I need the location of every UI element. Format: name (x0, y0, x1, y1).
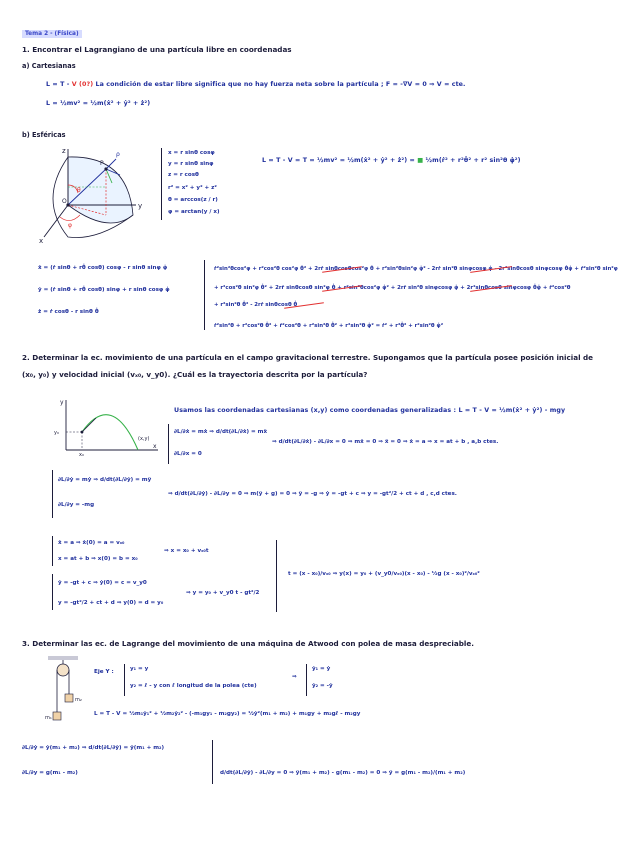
potential-crossed: V (0?) (71, 81, 94, 88)
section-1a-line1: L = T - V (0?) La condición de estar libre significa que no hay fuerza neta sobre la partícula ; F = -∇V = 0 ⇒ V = cte. (46, 81, 466, 88)
fig-phi-label: φ (68, 222, 72, 229)
atwood-implies: ⇒ (292, 674, 297, 680)
px-line2: ∂L/∂x = 0 (174, 451, 202, 457)
projectile-figure (54, 398, 160, 458)
topic-tag: Tema 2 - (Física) (22, 30, 82, 38)
py-line1: ∂L/∂ẏ = mẏ ⇒ d/dt(∂L/∂ẏ) = mÿ (58, 477, 152, 483)
fig-x-label: x (39, 237, 44, 245)
brace-spherical (161, 148, 162, 220)
atwood-lagrangian: L = T - V = ½m₁ẏ₁² + ½m₂ẏ₂² - (-m₁gy₁ - m₂gy₂) = ½ẏ²(m₁ + m₂) + m₁gy + m₂gℓ - m₂gy (94, 711, 361, 717)
brace-ic-y (52, 574, 53, 610)
proj-y-label: y (60, 399, 64, 406)
divider-expand (204, 260, 205, 330)
fig-rho-label: ρ (116, 151, 120, 158)
brace-ic-x (52, 536, 53, 566)
vel-y: ẏ = (ṙ sinθ + rθ̇ cosθ) sinφ + r sinθ cosφ φ̇ (38, 287, 170, 293)
ic-x-result: ⇒ x = x₀ + vₓ₀t (164, 548, 209, 554)
section-1b-label: b) Esféricas (22, 131, 66, 139)
divider-trajectory (276, 540, 277, 612)
proj-x-label: x (153, 443, 157, 450)
py-result: ⇒ d/dt(∂L/∂ẏ) - ∂L/∂y = 0 ⇒ m(ÿ + g) = 0 ⇒ ÿ = -g ⇒ ẏ = -gt + c ⇒ y = -gt²/2 + ct + d , c,d ctes. (168, 491, 457, 497)
spherical-coordinates-figure (38, 145, 148, 245)
brace-atwood-coords (124, 664, 125, 696)
atwood-y2-dot: ẏ₂ = -ẏ (312, 683, 333, 689)
atwood-deriv2: ∂L/∂y = g(m₁ - m₂) (22, 770, 78, 776)
vel-x: ẋ = (ṙ sinθ + rθ̇ cosθ) cosφ - r sinθ sinφ φ̇ (38, 265, 168, 271)
atwood-m1-label: m₁ (45, 715, 52, 721)
atwood-y1: y₁ = y (130, 666, 149, 672)
section-1-title: 1. Encontrar el Lagrangiano de una partícula libre en coordenadas (22, 45, 292, 54)
proj-x0-label: x₀ (79, 452, 84, 458)
sys1-z: z = r cosθ (168, 172, 199, 178)
section-2-intro: Usamos las coordenadas cartesianas (x,y) como coordenadas generalizadas : L = T - V = ½m(ẋ² + ẏ²) - mgy (174, 407, 566, 414)
section-2-title-cont: (x₀, y₀) y velocidad inicial (vₓ₀, v_y0). ¿Cuál es la trayectoria descrita por la partícula? (22, 370, 368, 379)
fig-y-label: y (138, 202, 143, 210)
sys2-phi: φ = arctan(y / x) (168, 209, 220, 215)
section-3-title: 3. Determinar las ec. de Lagrange del movimiento de una máquina de Atwood con polea de masa despreciable. (22, 639, 474, 648)
fig-p-label: P (100, 160, 104, 167)
sys2-theta: θ = arccos(z / r) (168, 197, 218, 203)
fig-z-label: z (62, 147, 66, 155)
brace-atwood-derivs (306, 664, 307, 696)
py-line2: ∂L/∂y = -mg (58, 502, 95, 508)
sys1-x: x = r sinθ cosφ (168, 150, 215, 156)
expand-line1: ṙ²sin²θcos²φ + r²cos²θ cos²φ θ̇² + 2rṙ sinθcosθcos²φ θ̇ + r²sin²θsin²φ φ̇² - 2rṙ sin²θ sinφcosφ φ̇ - 2r²sinθcosθ sinφcosφ θ̇φ̇ + ṙ²sin²θ sin²φ (214, 266, 618, 272)
expand-line4: ṙ²sin²θ + r²cos²θ θ̇² + ṙ²cos²θ + r²sin²θ θ̇² + r²sin²θ φ̇² = ṙ² + r²θ̇² + r²sin²θ φ̇² (214, 323, 444, 329)
atwood-machine-figure (44, 656, 84, 722)
ic-line4: y = -gt²/2 + ct + d ⇒ y(0) = d = y₀ (58, 600, 164, 606)
section-1a-line2: L = ½mv² = ½m(ẋ² + ẏ² + ż²) (46, 100, 151, 107)
atwood-m2-label: m₂ (75, 697, 82, 703)
expand-line3: + r²sin²θ θ̇² - 2rṙ sinθcosθ θ̇ (214, 302, 298, 308)
brace-py (52, 470, 53, 518)
atwood-y1-dot: ẏ₁ = ẏ (312, 666, 331, 672)
proj-point-label: (x,y) (138, 436, 150, 442)
atwood-result: d/dt(∂L/∂ẏ) - ∂L/∂y = 0 ⇒ ÿ(m₁ + m₂) - g(m₁ - m₂) = 0 ⇒ ÿ = g(m₁ - m₂)/(m₁ + m₂) (220, 770, 466, 776)
ic-line3: ẏ = -gt + c ⇒ ẏ(0) = c = v_y0 (58, 580, 147, 586)
expand-line2: + r²cos²θ sin²φ θ̇² + 2rṙ sinθcosθ sin²φ θ̇ + r²sin²θcos²φ φ̇² + 2rṙ sin²θ sinφcosφ φ̇ + 2r²sinθcosθ sinφcosφ θ̇φ̇ + ṙ²cos²θ (214, 285, 571, 291)
atwood-axis-label: Eje Y : (94, 669, 114, 675)
lagrangian-spherical: L = T - V = T = ½mv² = ½m(ẋ² + ẏ² + ż²) = ■ ½m(ṙ² + r²θ̇² + r² sin²θ φ̇²) (262, 157, 521, 164)
fig-o-label: O (62, 198, 67, 205)
ic-y-result: ⇒ y = y₀ + v_y0 t - gt²/2 (186, 590, 260, 596)
vel-z: ż = ṙ cosθ - r sinθ θ̇ (38, 309, 99, 315)
sys2-r: r² = x² + y² + z² (168, 185, 217, 191)
ic-line1: ẋ = a ⇒ ẋ(0) = a = vₓ₀ (58, 540, 125, 546)
proj-y0-label: y₀ (54, 430, 59, 436)
section-1a-label: a) Cartesianas (22, 62, 76, 70)
px-result: ⇒ d/dt(∂L/∂ẋ) - ∂L/∂x = 0 ⇒ mẍ = 0 ⇒ ẍ = 0 ⇒ ẋ = a ⇒ x = at + b , a,b ctes. (272, 439, 499, 445)
divider-atwood (212, 740, 213, 784)
ic-line2: x = at + b ⇒ x(0) = b = x₀ (58, 556, 138, 562)
section-2-title: 2. Determinar la ec. movimiento de una partícula en el campo gravitacional terrestre. Supongamos que la partícula posee posición inicial de (22, 353, 594, 362)
fig-theta-label: θ (77, 187, 81, 194)
atwood-deriv1: ∂L/∂ẏ = ẏ(m₁ + m₂) ⇒ d/dt(∂L/∂ẏ) = ÿ(m₁ + m₂) (22, 745, 165, 751)
brace-px (168, 424, 169, 464)
atwood-y2: y₂ = ℓ - y con ℓ longitud de la polea (cte) (130, 683, 257, 689)
trajectory-result: t = (x - x₀)/vₓ₀ ⇒ y(x) = y₀ + (v_y0/vₓ₀)(x - x₀) - ½g (x - x₀)²/vₓ₀² (288, 571, 480, 577)
px-line1: ∂L/∂ẋ = mẋ ⇒ d/dt(∂L/∂ẋ) = mẍ (174, 429, 268, 435)
sys1-y: y = r sinθ sinφ (168, 161, 214, 167)
